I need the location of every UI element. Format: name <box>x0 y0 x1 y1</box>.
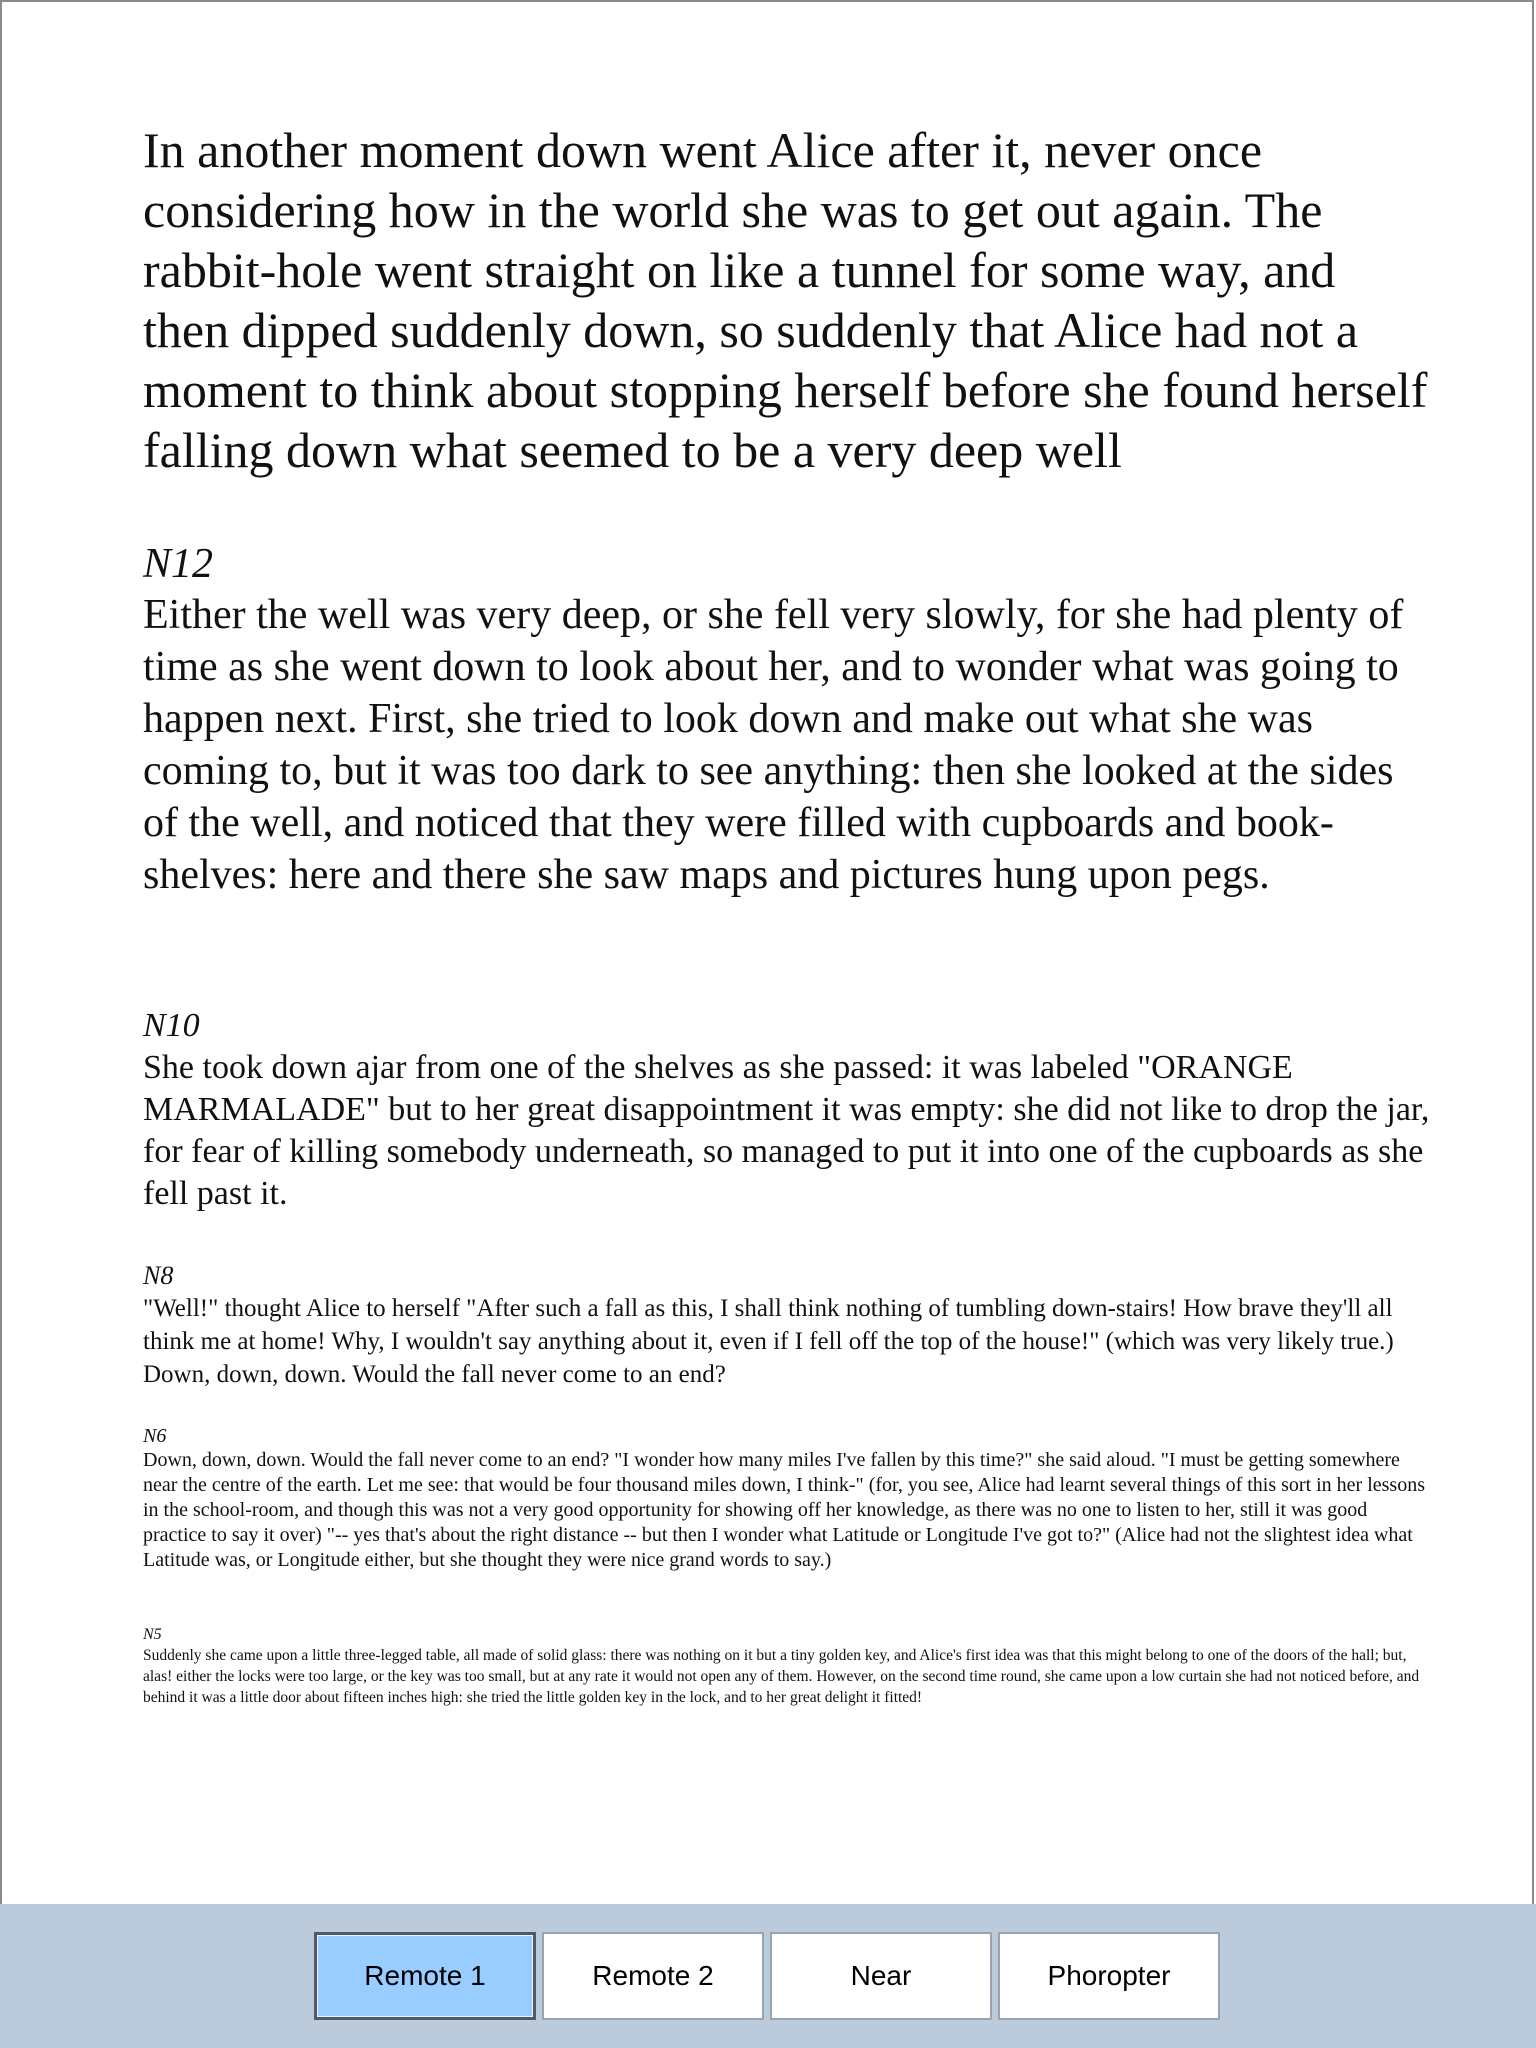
passage-n8 <box>143 1260 1433 1391</box>
passage-text: Down, down, down. Would the fall never come to an end? "I wonder how many miles I've fallen by this time?" she said aloud. "I must be getting somewhere near the centre of the earth. Let me see: that would be four thousand miles down, I think-" (for, you see, Alice had learnt several things of this sort in her lessons in the school-room, and though this was not a very good opportunity for showing off her knowledge, as there was no one to listen to her, still it was good practice to say it over) "-- yes that's about the right distance -- but then I wonder what Latitude or Longitude I've got to?" (Alice had not the slightest idea what Latitude was, or Longitude either, but she thought they were nice grand words to say.) <box>143 1449 1426 1571</box>
passage-text: "Well!" thought Alice to herself "After such a fall as this, I shall think nothing of tumbling down-stairs! How brave they'll all think me at home! Why, I wouldn't say anything about it, even if I fell off the top of the house!" (which was very likely true.) Down, down, down. Would the fall never come to an end? <box>143 1295 1394 1388</box>
passage-text: Either the well was very deep, or she fell very slowly, for she had plenty of time as she went down to look about her, and to wonder what was going to happen next. First, she tried to look down and make out what she was coming to, but it was too dark to see anything: then she looked at the sides of the well, and noticed that they were filled with cupboards and book-shelves: here and there she saw maps and pictures hung upon pegs. <box>143 592 1404 898</box>
distance-mode-toolbar <box>0 1904 1536 2048</box>
passage-text: She took down ajar from one of the shelves as she passed: it was labeled "ORANGE MARMALADE" but to her great disappointment it was empty: she did not like to drop the jar, for fear of killing somebody underneath, so managed to put it into one of the cupboards as she fell past it. <box>143 1049 1430 1212</box>
passage-size-label: N12 <box>143 541 214 587</box>
passage-text: In another moment down went Alice after it, never once considering how in the world she was to get out again. The rabbit-hole went straight on like a tunnel for some way, and then dipped suddenly down, so suddenly that Alice had not a moment to think about stopping herself before she found herself falling down what seemed to be a very deep well <box>143 122 1428 478</box>
passage-n10 <box>143 1005 1433 1215</box>
passage-size-label: N8 <box>143 1261 174 1290</box>
passage-largest <box>143 120 1433 480</box>
near-button[interactable]: Near <box>770 1932 992 2020</box>
passage-size-label: N10 <box>143 1007 200 1044</box>
remote-1-button[interactable]: Remote 1 <box>314 1932 536 2020</box>
passage-size-label: N5 <box>143 1626 162 1643</box>
remote-2-button[interactable]: Remote 2 <box>542 1932 764 2020</box>
passage-size-label: N6 <box>143 1425 167 1447</box>
passage-n5 <box>143 1625 1433 1708</box>
phoropter-button[interactable]: Phoropter <box>998 1932 1220 2020</box>
passage-n12 <box>143 539 1433 901</box>
passage-n6 <box>143 1424 1433 1573</box>
passage-text: Suddenly she came upon a little three-legged table, all made of solid glass: there was nothing on it but a tiny golden key, and Alice's first idea was that this might belong to one of the doors of the hall; but, alas! either the locks were too large, or the key was too small, but at any rate it would not open any of them. However, on the second time round, she came upon a low curtain she had not noticed before, and behind it was a little door about fifteen inches high: she tried the little golden key in the lock, and to her great delight it fitted! <box>143 1647 1420 1706</box>
